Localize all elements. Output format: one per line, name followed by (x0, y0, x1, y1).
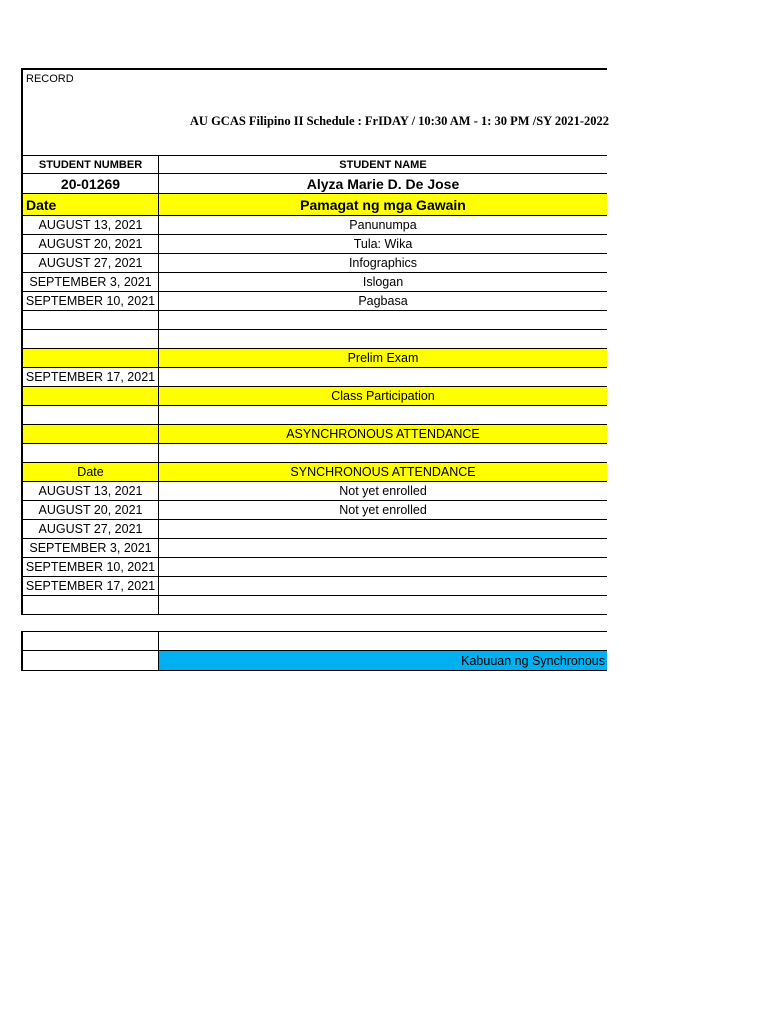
activity-title: Panunumpa (159, 216, 607, 235)
empty-cell (21, 330, 159, 349)
sync-status: Not yet enrolled (159, 482, 607, 501)
activities-header-row (21, 194, 607, 216)
sync-attendance-header-row (21, 463, 607, 482)
sync-row (21, 520, 607, 539)
empty-row (21, 406, 607, 425)
student-name: Alyza Marie D. De Jose (159, 174, 607, 194)
empty-cell (159, 444, 607, 463)
summary-label-cell (21, 651, 159, 671)
sync-row (21, 482, 607, 501)
activity-date: SEPTEMBER 10, 2021 (21, 292, 159, 311)
empty-row (21, 444, 607, 463)
synchronous-total-label: Kabuuan ng Synchronous (159, 651, 607, 671)
summary-row (21, 631, 607, 651)
sync-row (21, 577, 607, 596)
summary-empty-cell (21, 631, 159, 651)
prelim-header-row (21, 349, 607, 368)
activity-row (21, 273, 607, 292)
empty-cell (159, 406, 607, 425)
record-header (21, 68, 607, 155)
activity-title: Pagbasa (159, 292, 607, 311)
activity-title: Tula: Wika (159, 235, 607, 254)
empty-cell (159, 330, 607, 349)
empty-cell (159, 596, 607, 615)
empty-row (21, 330, 607, 349)
participation-date-cell (21, 387, 159, 406)
empty-row (21, 596, 607, 615)
student-info-row (21, 174, 607, 194)
student-name-header: STUDENT NAME (159, 155, 607, 174)
empty-cell (159, 311, 607, 330)
class-participation-header-row (21, 387, 607, 406)
sync-status (159, 558, 607, 577)
sync-row (21, 539, 607, 558)
activity-row (21, 292, 607, 311)
activity-row (21, 254, 607, 273)
sync-status (159, 577, 607, 596)
summary-empty-cell (159, 631, 607, 651)
sync-status: Not yet enrolled (159, 501, 607, 520)
activities-title-header: Pamagat ng mga Gawain (159, 194, 607, 216)
activity-title: Infographics (159, 254, 607, 273)
async-attendance-label: ASYNCHRONOUS ATTENDANCE (159, 425, 607, 444)
schedule-title: AU GCAS Filipino II Schedule : FrIDAY / 10:30 AM - 1: 30 PM /SY 2021-2022 (189, 114, 609, 128)
sync-date: AUGUST 27, 2021 (21, 520, 159, 539)
activity-title: Islogan (159, 273, 607, 292)
prelim-date: SEPTEMBER 17, 2021 (21, 368, 159, 387)
activity-date: AUGUST 20, 2021 (21, 235, 159, 254)
activity-date: SEPTEMBER 3, 2021 (21, 273, 159, 292)
student-number: 20-01269 (21, 174, 159, 194)
empty-cell (21, 596, 159, 615)
activity-date: AUGUST 13, 2021 (21, 216, 159, 235)
async-date-cell (21, 425, 159, 444)
sync-date: SEPTEMBER 3, 2021 (21, 539, 159, 558)
summary-total-row (21, 651, 607, 671)
record-label: RECORD (26, 73, 74, 85)
activity-date: AUGUST 27, 2021 (21, 254, 159, 273)
async-attendance-header-row (21, 425, 607, 444)
class-participation-label: Class Participation (159, 387, 607, 406)
sync-date: AUGUST 13, 2021 (21, 482, 159, 501)
sync-date-header: Date (21, 463, 159, 482)
sync-status (159, 520, 607, 539)
empty-cell (21, 444, 159, 463)
prelim-exam-label: Prelim Exam (159, 349, 607, 368)
sync-date: SEPTEMBER 10, 2021 (21, 558, 159, 577)
empty-cell (21, 406, 159, 425)
student-number-header: STUDENT NUMBER (21, 155, 159, 174)
sync-row (21, 501, 607, 520)
prelim-row (21, 368, 607, 387)
prelim-date-cell (21, 349, 159, 368)
activities-date-header: Date (21, 194, 159, 216)
empty-cell (21, 311, 159, 330)
prelim-score-cell (159, 368, 607, 387)
empty-row (21, 311, 607, 330)
sync-row (21, 558, 607, 577)
sync-attendance-label: SYNCHRONOUS ATTENDANCE (159, 463, 607, 482)
student-header-row (21, 155, 607, 174)
sync-status (159, 539, 607, 558)
sync-date: SEPTEMBER 17, 2021 (21, 577, 159, 596)
activity-row (21, 235, 607, 254)
activity-row (21, 216, 607, 235)
sync-date: AUGUST 20, 2021 (21, 501, 159, 520)
